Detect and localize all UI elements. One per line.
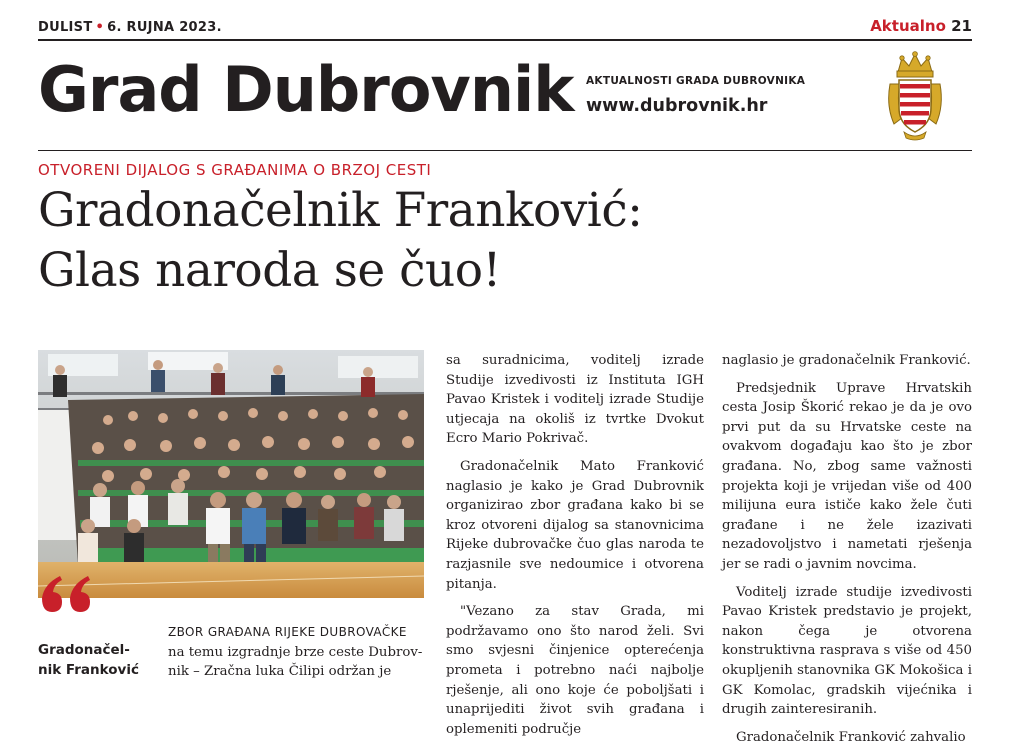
quote-mark-icon — [38, 572, 94, 616]
column-2-paragraph-3: "Vezano za stav Grada, mi podržavamo ono što narod želi. Svi smo svjesni činjenice opterećenja prometa i potrebno naći najbolje rješenje, ali ono koje će poboljšati i unaprijediti život svih građana i oplemeniti područje — [446, 604, 704, 737]
website-link[interactable]: www.dubrovnik.hr — [586, 96, 768, 116]
issue-date: 6. RUJNA 2023. — [107, 20, 222, 35]
headline-line-1: Gradonačelnik Franković: — [38, 183, 643, 238]
pull-quote: Gradonačel-nik Franković — [38, 642, 139, 678]
page-number: 21 — [951, 17, 972, 35]
section-label: Aktualno — [870, 17, 946, 35]
masthead-rule — [38, 150, 972, 151]
coat-of-arms-icon — [884, 50, 946, 142]
column-1-line-2: nik – Zračna luka Čilipi održan je — [168, 664, 392, 680]
column-1-line-1: na temu izgradnje brze ceste Dubrov- — [168, 644, 423, 660]
masthead-title: Grad Dubrovnik — [38, 53, 574, 126]
column-2-paragraph-1: sa suradnicima, voditelj izrade Studije izvedivosti iz Instituta IGH Pavao Kristek i voditelj izrade Studije utjecaja na okoliš iz tvrtke Dvokut Ecro Mario Pokrivač. — [446, 353, 704, 447]
article-column-3 — [722, 351, 972, 747]
article-kicker: OTVORENI DIJALOG S GRAĐANIMA O BRZOJ CESTI — [38, 161, 432, 179]
column-2-paragraph-2: Gradonačelnik Mato Franković naglasio je kako je Grad Dubrovnik organizirao zbor građana kako bi se kroz otvoreni dijalog sa stanovnicima Rijeke dubrovačke čuo glas naroda te razjasnile sve nedoumice i otvorena pitanja. — [446, 458, 704, 592]
top-bar — [38, 14, 972, 40]
column-3-paragraph-4: Gradonačelnik Franković zahvalio — [736, 729, 966, 745]
audience-photo — [38, 350, 424, 598]
article-column-1 — [168, 623, 436, 682]
issue-name: DULIST — [38, 20, 93, 35]
column-3-paragraph-1: naglasio je gradonačelnik Franković. — [722, 353, 971, 368]
top-rule — [38, 39, 972, 41]
headline-line-2: Glas naroda se čuo! — [38, 243, 501, 298]
masthead-tagline: AKTUALNOSTI GRADA DUBROVNIKA — [586, 75, 806, 87]
column-3-paragraph-2: Predsjednik Uprave Hrvatskih cesta Josip Škorić rekao je da je ovo prvi put da su Hrvatske ceste na ovakvom događaju kao što je zbor građana. No, zbog same važnosti projekta koji je vrijedan više od 400 milijuna eura ističe kako žele čuti građane i ne žele izazivati nezadovoljstvo i nametati rješenja jer se radi o javnim novcima. — [722, 380, 972, 572]
column-3-paragraph-3: Voditelj izrade studije izvedivosti Pavao Kristek predstavio je projekt, nakon čega je otvorena konstruktivna rasprava s više od 450 okupljenih stanovnika GK Mokošica i GK Komolac, gradskih vijećnika i drugih zainteresiranih. — [722, 584, 972, 718]
article-column-2 — [446, 351, 704, 739]
issue-info — [38, 20, 222, 35]
article-headline — [38, 181, 643, 301]
section-info — [870, 17, 972, 35]
separator-dot-icon: • — [95, 20, 105, 35]
column-1-lead: ZBOR GRAĐANA RIJEKE DUBROVAČKE — [168, 625, 407, 639]
